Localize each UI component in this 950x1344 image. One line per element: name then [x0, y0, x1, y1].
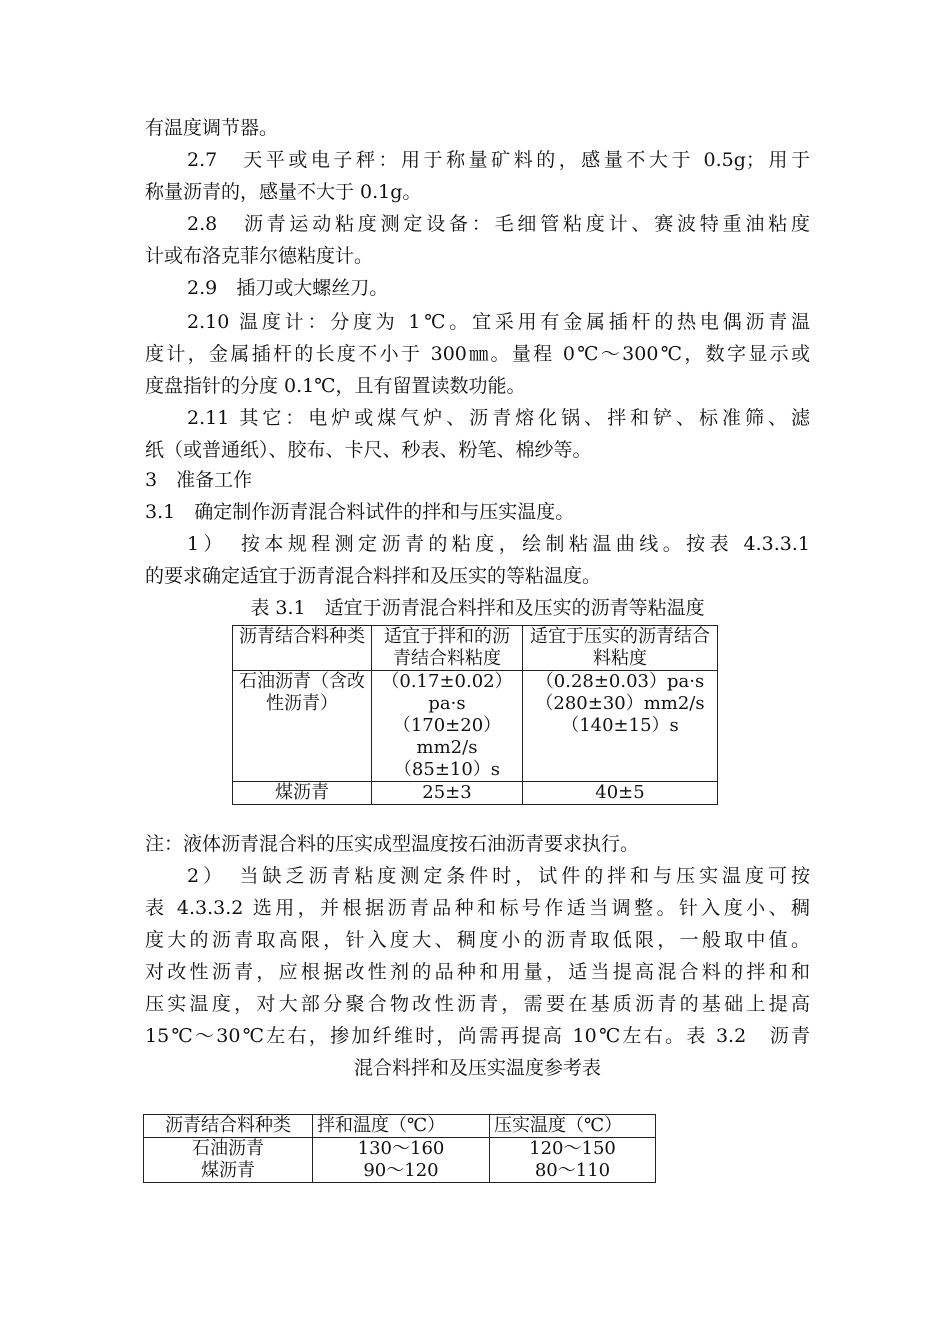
table-row — [144, 1160, 656, 1183]
table-row — [233, 782, 718, 805]
table-cell: （0.17±0.02）pa·s （170±20）mm2/s （85±10）s — [372, 671, 523, 782]
table-header-cell: 压实温度（℃） — [490, 1115, 656, 1138]
text-line: 压实温度，对大部分聚合物改性沥青，需要在基质沥青的基础上提高 — [145, 993, 810, 1015]
section-heading: 3 准备工作 — [145, 469, 253, 491]
text-line: 15℃～30℃左右，掺加纤维时，尚需再提高 10℃左右。表 3.2 沥青 — [145, 1025, 810, 1047]
table-caption: 表 3.1 适宜于沥青混合料拌和及压实的沥青等粘温度 — [250, 597, 705, 619]
table-cell: 石油沥青 — [144, 1138, 313, 1161]
table-cell: 40±5 — [523, 782, 718, 805]
table-row — [233, 671, 718, 782]
viscosity-table — [232, 625, 718, 805]
text-line: 度盘指针的分度 0.1℃，且有留置读数功能。 — [145, 375, 526, 397]
text-line: 度大的沥青取高限，针入度大、稠度小的沥青取低限，一般取中值。 — [145, 929, 810, 951]
table-row — [144, 1138, 656, 1161]
table-cell: 80～110 — [490, 1160, 656, 1183]
table-caption: 混合料拌和及压实温度参考表 — [353, 1057, 601, 1079]
table-header-row — [233, 626, 718, 671]
table-cell: （0.28±0.03）pa·s （280±30）mm2/s （140±15）s — [523, 671, 718, 782]
text-line: 纸（或普通纸）、胶布、卡尺、秒表、粉笔、棉纱等。 — [145, 439, 592, 461]
table-header-cell: 沥青结合料种类 — [233, 626, 372, 671]
text-line: 2.9 插刀或大螺丝刀。 — [187, 277, 389, 299]
text-line: 有温度调节器。 — [145, 117, 279, 139]
table-cell: 90～120 — [313, 1160, 490, 1183]
text-line: 称量沥青的，感量不大于 0.1g。 — [145, 181, 422, 203]
text-line: 2.7 天平或电子秤：用于称量矿料的，感量不大于 0.5g；用于 — [187, 149, 810, 171]
text-line: 2.8 沥青运动粘度测定设备：毛细管粘度计、赛波特重油粘度 — [187, 213, 810, 235]
table-cell: 煤沥青 — [233, 782, 372, 805]
text-line: 1） 按本规程测定沥青的粘度，绘制粘温曲线。按表 4.3.3.1 — [187, 533, 810, 555]
table-cell: 130～160 — [313, 1138, 490, 1161]
table-cell: 石油沥青（含改性沥青） — [233, 671, 372, 782]
table-header-cell: 适宜于拌和的沥青结合料粘度 — [372, 626, 523, 671]
table-header-row — [144, 1115, 656, 1138]
text-line: 度计，金属插杆的长度不小于 300㎜。量程 0℃～300℃，数字显示或 — [145, 343, 810, 365]
temperature-table — [143, 1114, 656, 1183]
text-line: 2.10 温度计：分度为 1℃。宜采用有金属插杆的热电偶沥青温 — [187, 311, 810, 333]
note-line: 注：液体沥青混合料的压实成型温度按石油沥青要求执行。 — [145, 833, 640, 855]
table-header-cell: 适宜于压实的沥青结合料粘度 — [523, 626, 718, 671]
table-cell: 25±3 — [372, 782, 523, 805]
text-line: 表 4.3.3.2 选用，并根据沥青品种和标号作适当调整。针入度小、稠 — [145, 897, 810, 919]
table-header-cell: 沥青结合料种类 — [144, 1115, 313, 1138]
table-header-cell: 拌和温度（℃） — [313, 1115, 490, 1138]
table-cell: 煤沥青 — [144, 1160, 313, 1183]
text-line: 对改性沥青，应根据改性剂的品种和用量，适当提高混合料的拌和和 — [145, 961, 810, 983]
text-line: 计或布洛克菲尔德粘度计。 — [145, 245, 374, 267]
text-line: 2.11 其它：电炉或煤气炉、沥青熔化锅、拌和铲、标准筛、滤 — [187, 407, 810, 429]
text-line: 2） 当缺乏沥青粘度测定条件时，试件的拌和与压实温度可按 — [187, 865, 810, 887]
table-cell: 120～150 — [490, 1138, 656, 1161]
text-line: 的要求确定适宜于沥青混合料拌和及压实的等粘温度。 — [145, 565, 602, 587]
text-line: 3.1 确定制作沥青混合料试件的拌和与压实温度。 — [145, 501, 575, 523]
